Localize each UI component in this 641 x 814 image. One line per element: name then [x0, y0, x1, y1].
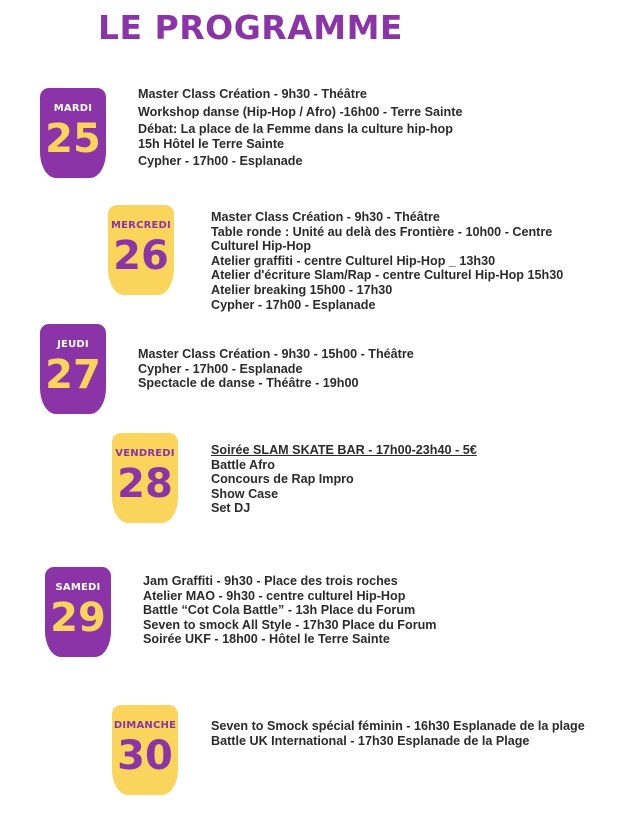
event-item: Battle “Cot Cola Battle” - 13h Place du Forum	[143, 603, 416, 618]
day-number: 25	[45, 116, 101, 162]
event-list-samedi	[143, 574, 437, 647]
day-number: 28	[117, 461, 173, 507]
event-item: Battle Afro	[211, 457, 275, 472]
day-name: JEUDI	[57, 339, 89, 350]
event-list-mercredi	[211, 210, 563, 312]
event-list-vendredi	[211, 443, 477, 516]
page-title: LE PROGRAMME	[98, 8, 403, 47]
event-item: Atelier d'écriture Slam/Rap - centre Culturel Hip-Hop 15h30	[211, 268, 564, 283]
event-item: Table ronde : Unité au delà des Frontière - 10h00 - Centre	[211, 224, 553, 239]
day-name: DIMANCHE	[113, 720, 177, 731]
event-item: Set DJ	[211, 501, 251, 516]
event-item: Cypher - 17h00 - Esplanade	[138, 361, 303, 376]
event-item: Concours de Rap Impro	[211, 472, 354, 487]
event-item: Master Class Création - 9h30 - 15h00 - Théâtre	[138, 347, 414, 361]
day-badge-vendredi	[112, 433, 178, 523]
day-name: MARDI	[53, 103, 93, 114]
day-number: 27	[45, 352, 101, 398]
event-item: Soirée UKF - 18h00 - Hôtel le Terre Sainte	[143, 632, 390, 647]
event-item: Débat: La place de la Femme dans la culture hip-hop	[138, 122, 453, 137]
day-badge-mercredi	[108, 205, 174, 295]
event-item: Seven to smock All Style - 17h30 Place du Forum	[143, 617, 437, 632]
event-list-jeudi	[138, 347, 414, 391]
day-number: 26	[113, 233, 169, 279]
day-number: 30	[117, 733, 173, 779]
event-item: Atelier graffiti - centre Culturel Hip-Hop _ 13h30	[211, 253, 496, 268]
event-item: Culturel Hip-Hop	[211, 239, 312, 254]
day-badge-dimanche	[112, 705, 178, 795]
event-item: Workshop danse (Hip-Hop / Afro) -16h00 - Terre Sainte	[138, 104, 463, 119]
event-item: Soirée SLAM SKATE BAR - 17h00-23h40 - 5€	[211, 443, 477, 457]
event-item: Cypher - 17h00 - Esplanade	[211, 297, 376, 312]
event-item: Atelier MAO - 9h30 - centre culturel Hip-Hop	[143, 588, 406, 603]
day-name: VENDREDI	[115, 448, 175, 459]
event-item: Master Class Création - 9h30 - Théâtre	[211, 210, 440, 224]
day-badge-jeudi	[40, 324, 106, 414]
day-number: 29	[50, 595, 106, 641]
event-item: Jam Graffiti - 9h30 - Place des trois roches	[143, 574, 398, 588]
day-name: SAMEDI	[55, 582, 101, 593]
day-badge-mardi	[40, 88, 106, 178]
event-item: Show Case	[211, 486, 279, 501]
event-item: Spectacle de danse - Théâtre - 19h00	[138, 376, 359, 391]
day-badge-samedi	[45, 567, 111, 657]
event-item: Master Class Création - 9h30 - Théâtre	[138, 87, 367, 101]
event-item: Cypher - 17h00 - Esplanade	[138, 154, 303, 169]
day-name: MERCREDI	[111, 220, 171, 231]
event-item: Seven to Smock spécial féminin - 16h30 Esplanade de la plage	[211, 719, 585, 733]
event-item: 15h Hôtel le Terre Sainte	[138, 136, 285, 151]
event-list-dimanche	[211, 719, 585, 748]
event-item: Atelier breaking 15h00 - 17h30	[211, 282, 393, 297]
event-list-mardi	[138, 87, 462, 169]
event-item: Battle UK International - 17h30 Esplanade de la Plage	[211, 733, 530, 748]
